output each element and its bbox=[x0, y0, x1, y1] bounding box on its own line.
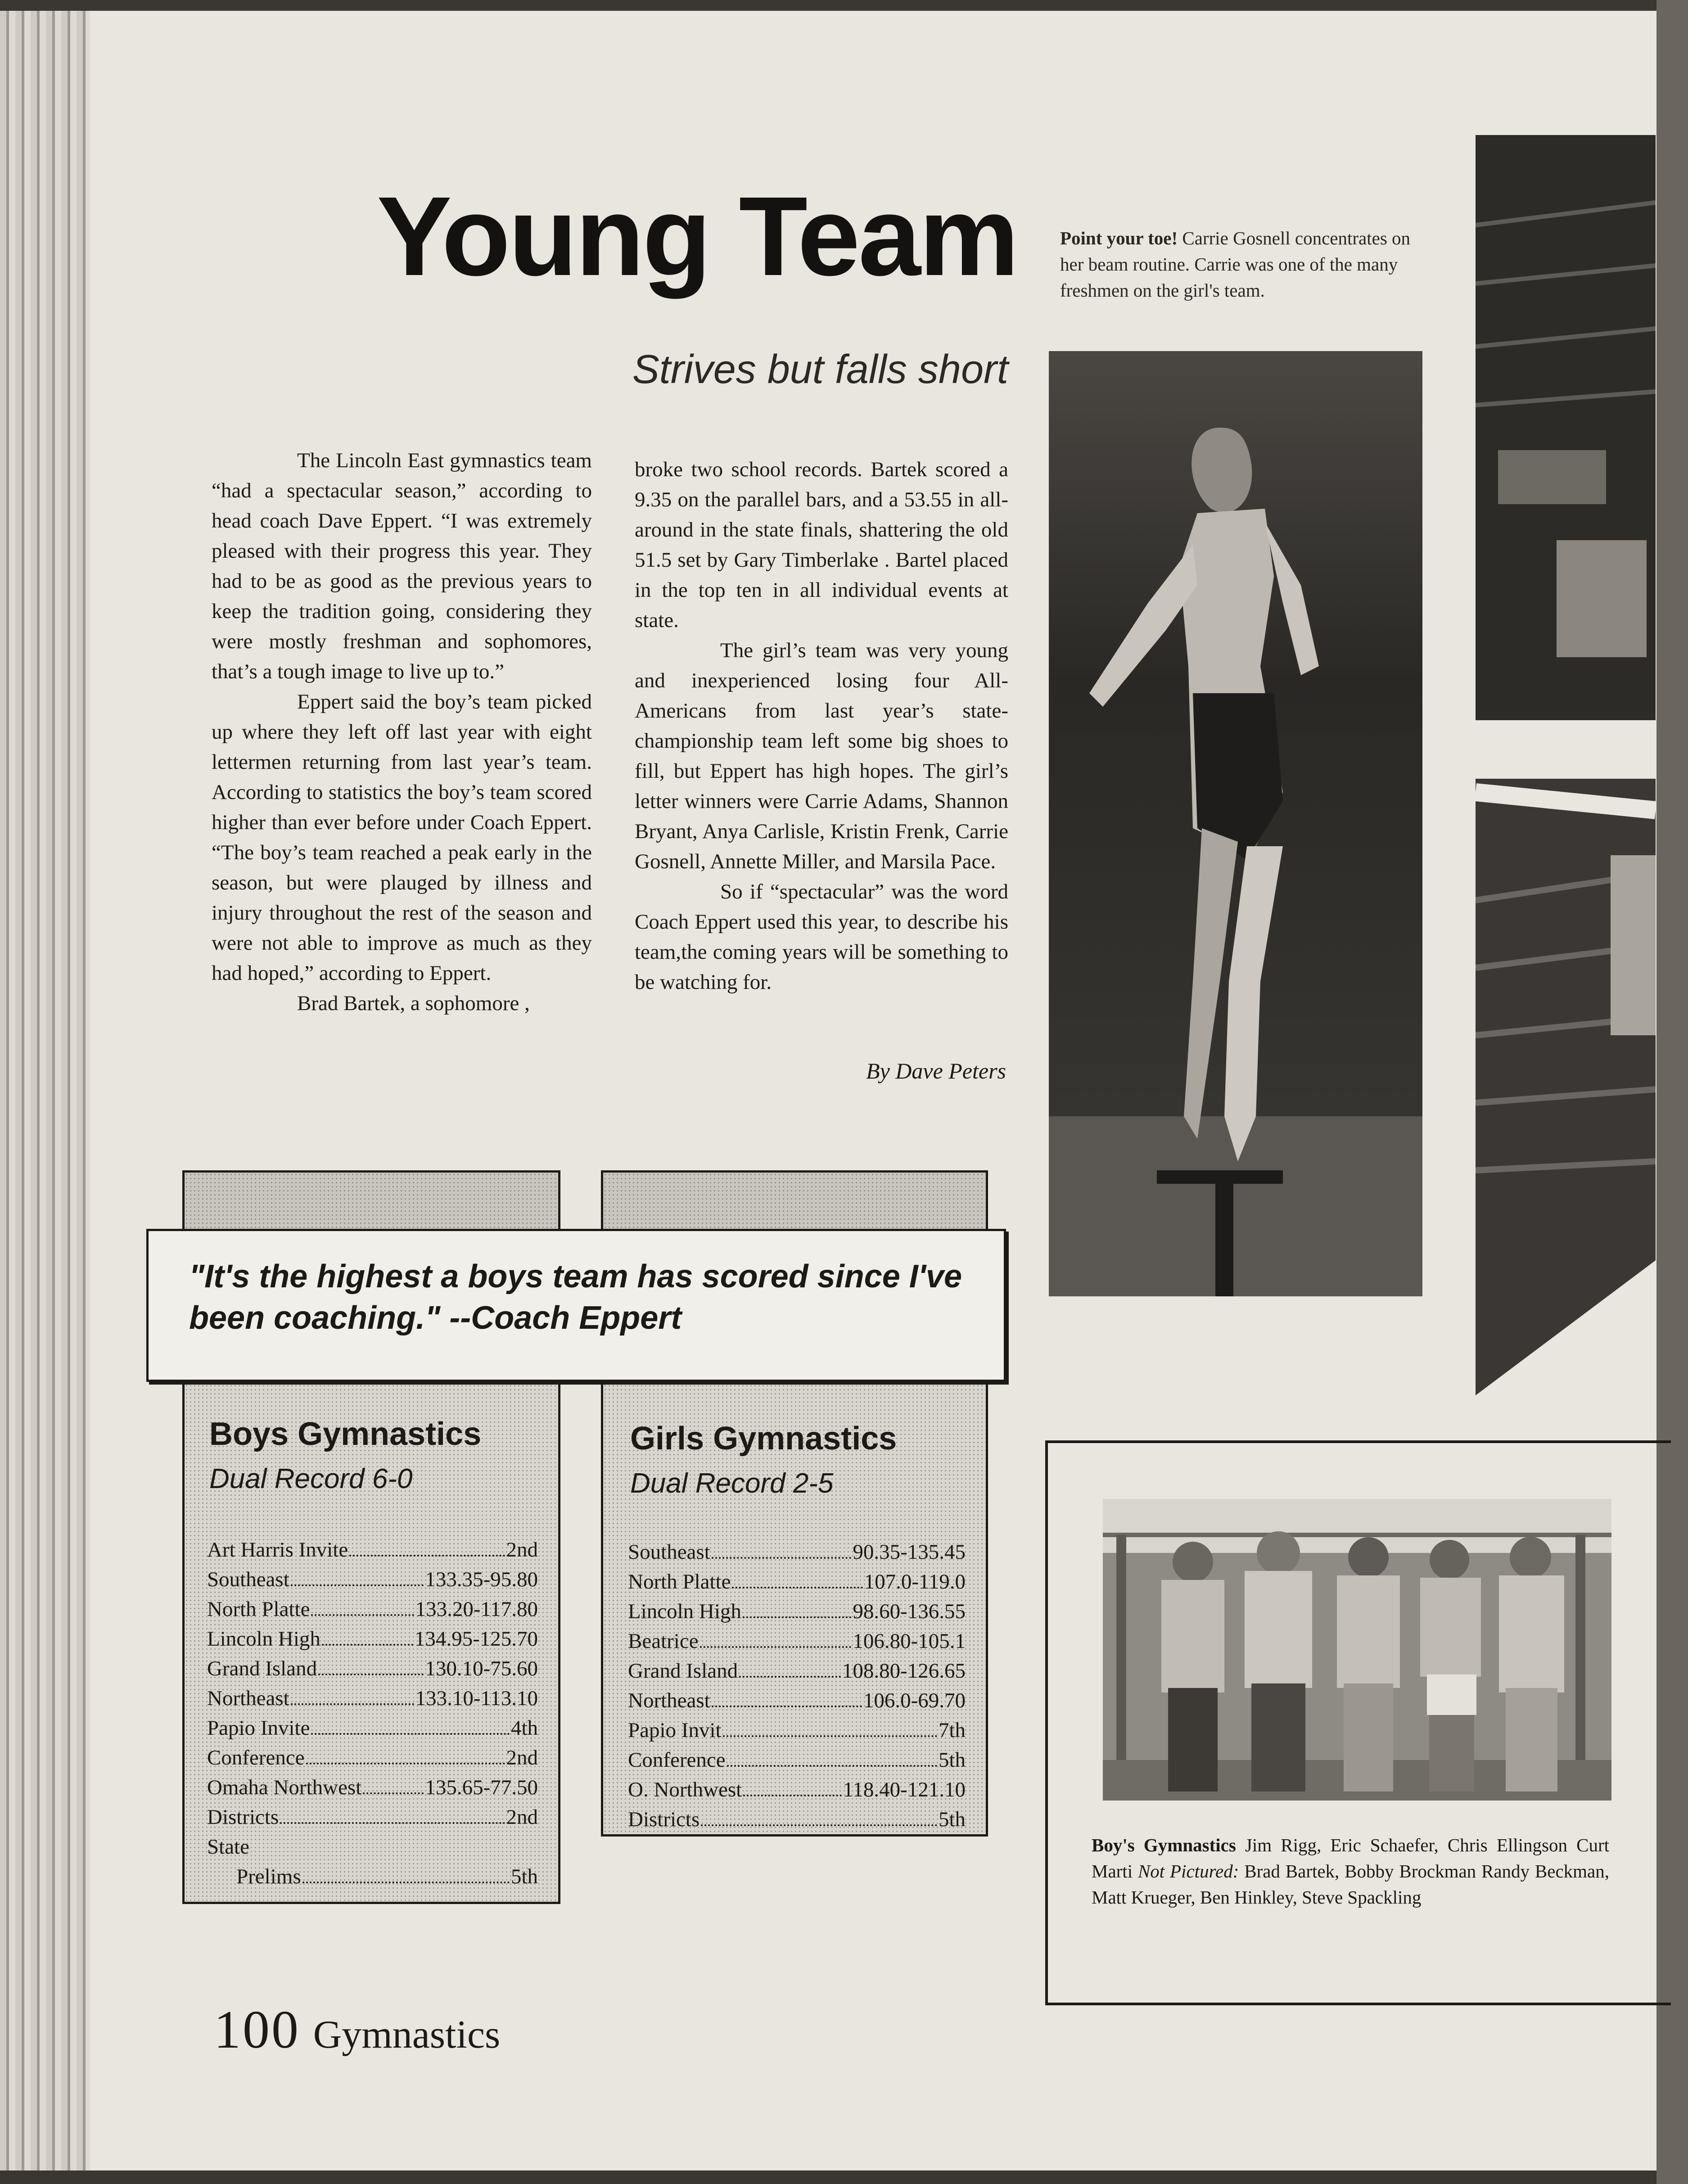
result-row: Conference 5th bbox=[628, 1748, 966, 1772]
result-row: State bbox=[207, 1835, 249, 1859]
paragraph: broke two school records. Bartek scored a 9.35 on the parallel bars, and a 53.55 in all-around in the state finals, shattering the old 51.5 set by Gary Timberlake . Bartel placed in the top ten in all individual events at state. bbox=[635, 458, 1008, 632]
result-row: North Platte 107.0-119.0 bbox=[628, 1570, 966, 1593]
girls-dual-record: Dual Record 2-5 bbox=[630, 1468, 834, 1499]
section-name: Gymnastics bbox=[313, 2013, 501, 2057]
not-pictured-label: Not Pictured: bbox=[1137, 1861, 1239, 1882]
result-row: Districts 5th bbox=[628, 1808, 966, 1831]
coach-quote: "It's the highest a boys team has scored since I've been coaching." --Coach Eppert bbox=[189, 1259, 962, 1336]
result-row: North Platte 133.20-117.80 bbox=[207, 1597, 538, 1621]
quote-banner bbox=[146, 1229, 1006, 1382]
boys-results-list bbox=[207, 1535, 538, 1891]
paragraph: So if “spectacular” was the word Coach Eppert used this year, to describe his team,the coming years will be something to be watching for. bbox=[635, 880, 1008, 994]
page-folio bbox=[214, 1999, 500, 2061]
article-column-1 bbox=[212, 446, 592, 1019]
result-row: Grand Island 108.80-126.65 bbox=[628, 1659, 966, 1683]
boys-stats-tab bbox=[182, 1170, 560, 1231]
paragraph: The girl’s team was very young and inexperienced losing four All-Americans from last year’s state-championship team left some big shoes to fill, but Eppert has high hopes. The girl’s letter winners were Carrie Adams, Shannon Bryant, Anya Carlisle, Kristin Frenk, Carrie Gosnell, Annette Miller, and Marsila Pace. bbox=[635, 639, 1008, 873]
result-row: Papio Invite 4th bbox=[207, 1716, 538, 1740]
girls-stats-title: Girls Gymnastics bbox=[630, 1421, 897, 1457]
result-row: Art Harris Invite 2nd bbox=[207, 1538, 538, 1561]
boys-dual-record: Dual Record 6-0 bbox=[209, 1463, 413, 1494]
result-row: Grand Island 130.10-75.60 bbox=[207, 1657, 538, 1680]
result-row: Northeast 133.10-113.10 bbox=[207, 1687, 538, 1710]
team-caption-lead: Boy's Gymnastics bbox=[1092, 1835, 1236, 1855]
result-row: Lincoln High 98.60-136.55 bbox=[628, 1600, 966, 1623]
gymnast-beam-photo bbox=[1049, 351, 1422, 1296]
result-row: Districts 2nd bbox=[207, 1805, 538, 1829]
page-top-edge bbox=[0, 0, 1688, 11]
boys-team-photo bbox=[1103, 1499, 1611, 1800]
paragraph: Eppert said the boy’s team picked up where they left off last year with eight lettermen returning from last year’s team. According to statistics the boy’s team scored higher than ever before under Coach Eppert. “The boy’s team reached a peak early in the season, but were plauged by illness and injury throughout the rest of the season and were not able to improve as much as they had hoped,” according to Eppert. bbox=[212, 690, 592, 985]
result-row: Northeast 106.0-69.70 bbox=[628, 1689, 966, 1712]
result-row: Southeast 133.35-95.80 bbox=[207, 1568, 538, 1591]
caption-lead: Point your toe! bbox=[1060, 228, 1178, 248]
gym-crowd-photo-strip bbox=[1476, 135, 1656, 1395]
girls-results-list bbox=[628, 1537, 966, 1834]
result-row: Southeast 90.35-135.45 bbox=[628, 1540, 966, 1564]
headline: Young Team bbox=[376, 173, 1017, 299]
paragraph: Brad Bartek, a sophomore , bbox=[297, 992, 530, 1015]
girls-stats-tab bbox=[601, 1170, 988, 1231]
not-pictured-names: Brad Bartek, Bobby Brockman Randy Beckman, Matt Krueger, Ben Hinkley, Steve Spackling bbox=[1092, 1861, 1609, 1908]
result-row: Beatrice 106.80-105.1 bbox=[628, 1629, 966, 1653]
girls-stats-panel bbox=[601, 1377, 988, 1837]
team-caption-names: Jim Rigg, Eric Schaefer, Chris Ellingson Curt Marti bbox=[1092, 1835, 1609, 1882]
result-row: Omaha Northwest 135.65-77.50 bbox=[207, 1776, 538, 1799]
page-number: 100 bbox=[214, 1999, 300, 2059]
page-bottom-edge bbox=[0, 2170, 1688, 2184]
result-row: Lincoln High 134.95-125.70 bbox=[207, 1627, 538, 1651]
result-row: Conference 2nd bbox=[207, 1746, 538, 1769]
subheadline: Strives but falls short bbox=[632, 347, 1008, 392]
boys-stats-panel bbox=[182, 1377, 560, 1904]
result-row: Papio Invit 7th bbox=[628, 1719, 966, 1742]
paragraph: The Lincoln East gymnastics team “had a spectacular season,” according to head coach Dave Eppert. “I was extremely pleased with their progress this year. They had to be as good as the previous years to keep the tradition going, considering they were mostly freshman and sophomores, that’s a tough image to live up to.” bbox=[212, 449, 592, 683]
team-photo-caption bbox=[1092, 1832, 1609, 1910]
caption-text: Carrie Gosnell concentrates on her beam routine. Carrie was one of the many freshmen on the girl's team. bbox=[1060, 228, 1411, 301]
article-column-2 bbox=[635, 455, 1008, 997]
byline: By Dave Peters bbox=[866, 1058, 1006, 1083]
boys-stats-title: Boys Gymnastics bbox=[209, 1416, 482, 1452]
result-row: Prelims 5th bbox=[236, 1865, 538, 1888]
book-spine-edge bbox=[0, 0, 90, 2184]
result-row: O. Northwest 118.40-121.10 bbox=[628, 1778, 966, 1801]
photo-caption bbox=[1060, 225, 1438, 303]
